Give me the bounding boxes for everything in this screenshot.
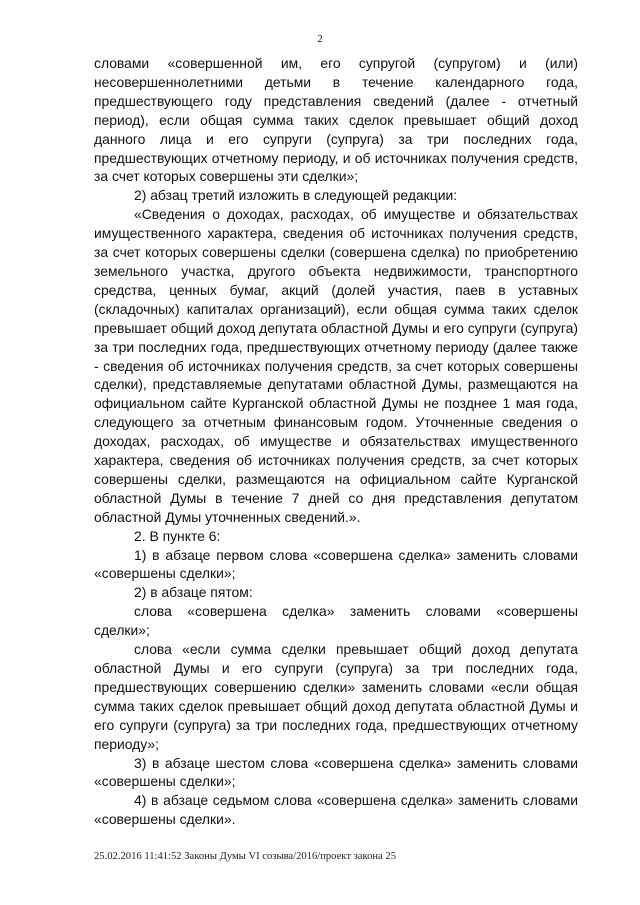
paragraph-words-replace-2: слова «если сумма сделки превышает общий доход депутата областной Думы и его супруги (супруга) за три последних года, предшествующих совершению сделки» заменить словами «если общая сумма таких сделок превышает общий доход депутата областной Думы и его супруги (супруга) за три последних года, предшествующих отчетному периоду»; bbox=[94, 641, 578, 752]
paragraph-words-replace-1: слова «совершена сделка» заменить словами «совершены сделки»; bbox=[94, 603, 578, 639]
paragraph-quoted-text: «Сведения о доходах, расходах, об имуществе и обязательствах имущественного характера, сведения об источниках получения средств, за счет которых совершены сделки (совершена сделка) по приобретению земельного участка, другого объекта недвижимости, транспортного средства, ценных бумаг, акций (долей участия, паев в уставных (складочных) капиталах организаций), если общая сумма таких сделок превышает общий доход депутата областной Думы и его супруги (супруга) за три последних года, предшествующих отчетному периоду (далее также - сведения об источниках получения средств, за счет которых совершены сделки), представляемые депутатами областной Думы, размещаются на официальном сайте Курганской областной Думы не позднее 1 мая года, следующего за отчетным финансовым годом. Уточненные сведения о доходах, расходах, об имуществе и обязательствах имущественного характера, сведения об источниках получения средств, за счет которых совершены сделки, размещаются на официальном сайте Курганской областной Думы в течение 7 дней со дня представления депутатом областной Думы уточненных сведений.». bbox=[94, 206, 578, 525]
paragraph-item-4: 4) в абзаце седьмом слова «совершена сделка» заменить словами «совершены сделки». bbox=[94, 792, 578, 828]
document-body bbox=[94, 54, 578, 829]
paragraph-item-2: 2) абзац третий изложить в следующей редакции: bbox=[134, 187, 458, 204]
page-footer: 25.02.2016 11:41:52 Законы Думы VI созыва/2016/проект закона 25 bbox=[94, 851, 396, 862]
paragraph-continuation: словами «совершенной им, его супругой (супругом) и (или) несовершеннолетними детьми в течение календарного года, предшествующего году представления сведений (далее - отчетный период), если общая сумма таких сделок превышает общий доход данного лица и его супруги (супруга) за три последних года, предшествующих отчетному периоду, и об источниках получения средств, за счет которых совершены эти сделки»; bbox=[94, 55, 578, 185]
paragraph-item-1: 1) в абзаце первом слова «совершена сделка» заменить словами «совершены сделки»; bbox=[94, 546, 578, 582]
paragraph-section-2: 2. В пункте 6: bbox=[134, 527, 221, 544]
paragraph-item-2-fifth: 2) в абзаце пятом: bbox=[134, 584, 253, 601]
page-number: 2 bbox=[317, 33, 323, 45]
paragraph-item-3: 3) в абзаце шестом слова «совершена сделка» заменить словами «совершены сделки»; bbox=[94, 754, 578, 790]
